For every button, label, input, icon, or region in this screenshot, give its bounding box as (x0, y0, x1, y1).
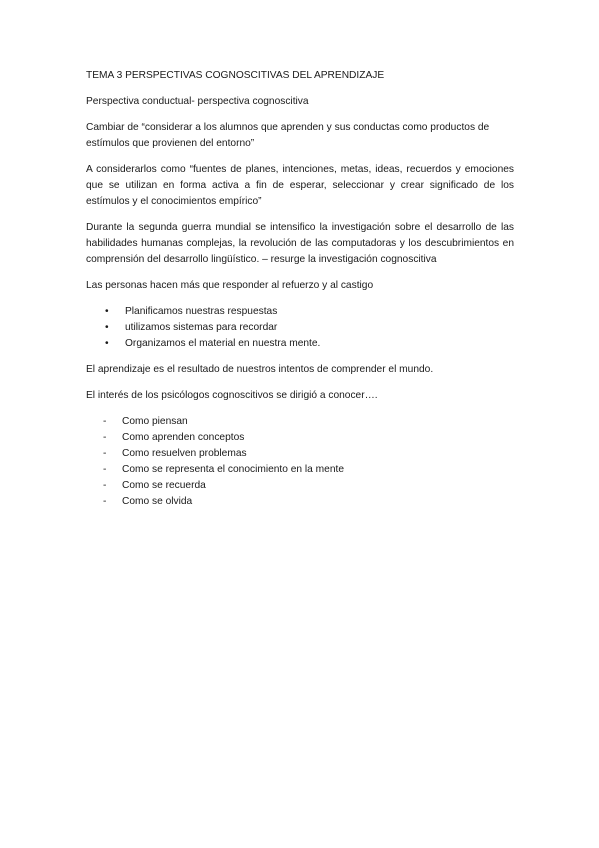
list-item (86, 304, 514, 320)
list-item-text: Como aprenden conceptos (122, 432, 245, 443)
paragraph-perspectives: Perspectiva conductual- perspectiva cognoscitiva (86, 96, 309, 107)
bullet-icon: • (105, 338, 109, 349)
paragraph-interest: El interés de los psicólogos cognoscitivos se dirigió a conocer…. (86, 390, 378, 401)
list-item (86, 430, 514, 446)
dash-icon: - (103, 432, 107, 443)
paragraph-world-war: Durante la segunda guerra mundial se intensifico la investigación sobre el desarrollo de las habilidades humanas complejas, la revolución de las computadoras y los descubrimientos en comprensión del desarrollo lingüístico. – resurge la investigación cognoscitiva (86, 222, 514, 265)
dash-icon: - (103, 480, 107, 491)
list-item (86, 478, 514, 494)
list-item (86, 494, 514, 510)
paragraph-people-respond: Las personas hacen más que responder al refuerzo y al castigo (86, 280, 374, 291)
paragraph-change-from: Cambiar de “considerar a los alumnos que aprenden y sus conductas como productos de estímulos que provienen del entorno” (86, 122, 490, 149)
list-item-text: Planificamos nuestras respuestas (125, 306, 278, 317)
bullet-list (86, 304, 514, 352)
document-body (86, 68, 514, 510)
dash-icon: - (103, 416, 107, 427)
list-item (86, 462, 514, 478)
list-item (86, 336, 514, 352)
bullet-icon: • (105, 322, 109, 333)
list-item (86, 320, 514, 336)
list-item-text: Como se recuerda (122, 480, 206, 491)
list-item-text: utilizamos sistemas para recordar (125, 322, 278, 333)
paragraph-consider-as: A considerarlos como “fuentes de planes, intenciones, metas, ideas, recuerdos y emociones que se utilizan en forma activa a fin de esperar, seleccionar y crear significado de los estímulos y el conocimientos empírico” (86, 164, 514, 207)
dash-list (86, 414, 514, 510)
dash-icon: - (103, 496, 107, 507)
dash-icon: - (103, 448, 107, 459)
dash-icon: - (103, 464, 107, 475)
list-item-text: Como resuelven problemas (122, 448, 247, 459)
document-title: TEMA 3 PERSPECTIVAS COGNOSCITIVAS DEL APRENDIZAJE (86, 70, 385, 81)
list-item-text: Como se representa el conocimiento en la mente (122, 464, 344, 475)
paragraph-learning-result: El aprendizaje es el resultado de nuestros intentos de comprender el mundo. (86, 364, 434, 375)
list-item (86, 446, 514, 462)
list-item (86, 414, 514, 430)
list-item-text: Como piensan (122, 416, 188, 427)
list-item-text: Como se olvida (122, 496, 193, 507)
bullet-icon: • (105, 306, 109, 317)
list-item-text: Organizamos el material en nuestra mente. (125, 338, 321, 349)
